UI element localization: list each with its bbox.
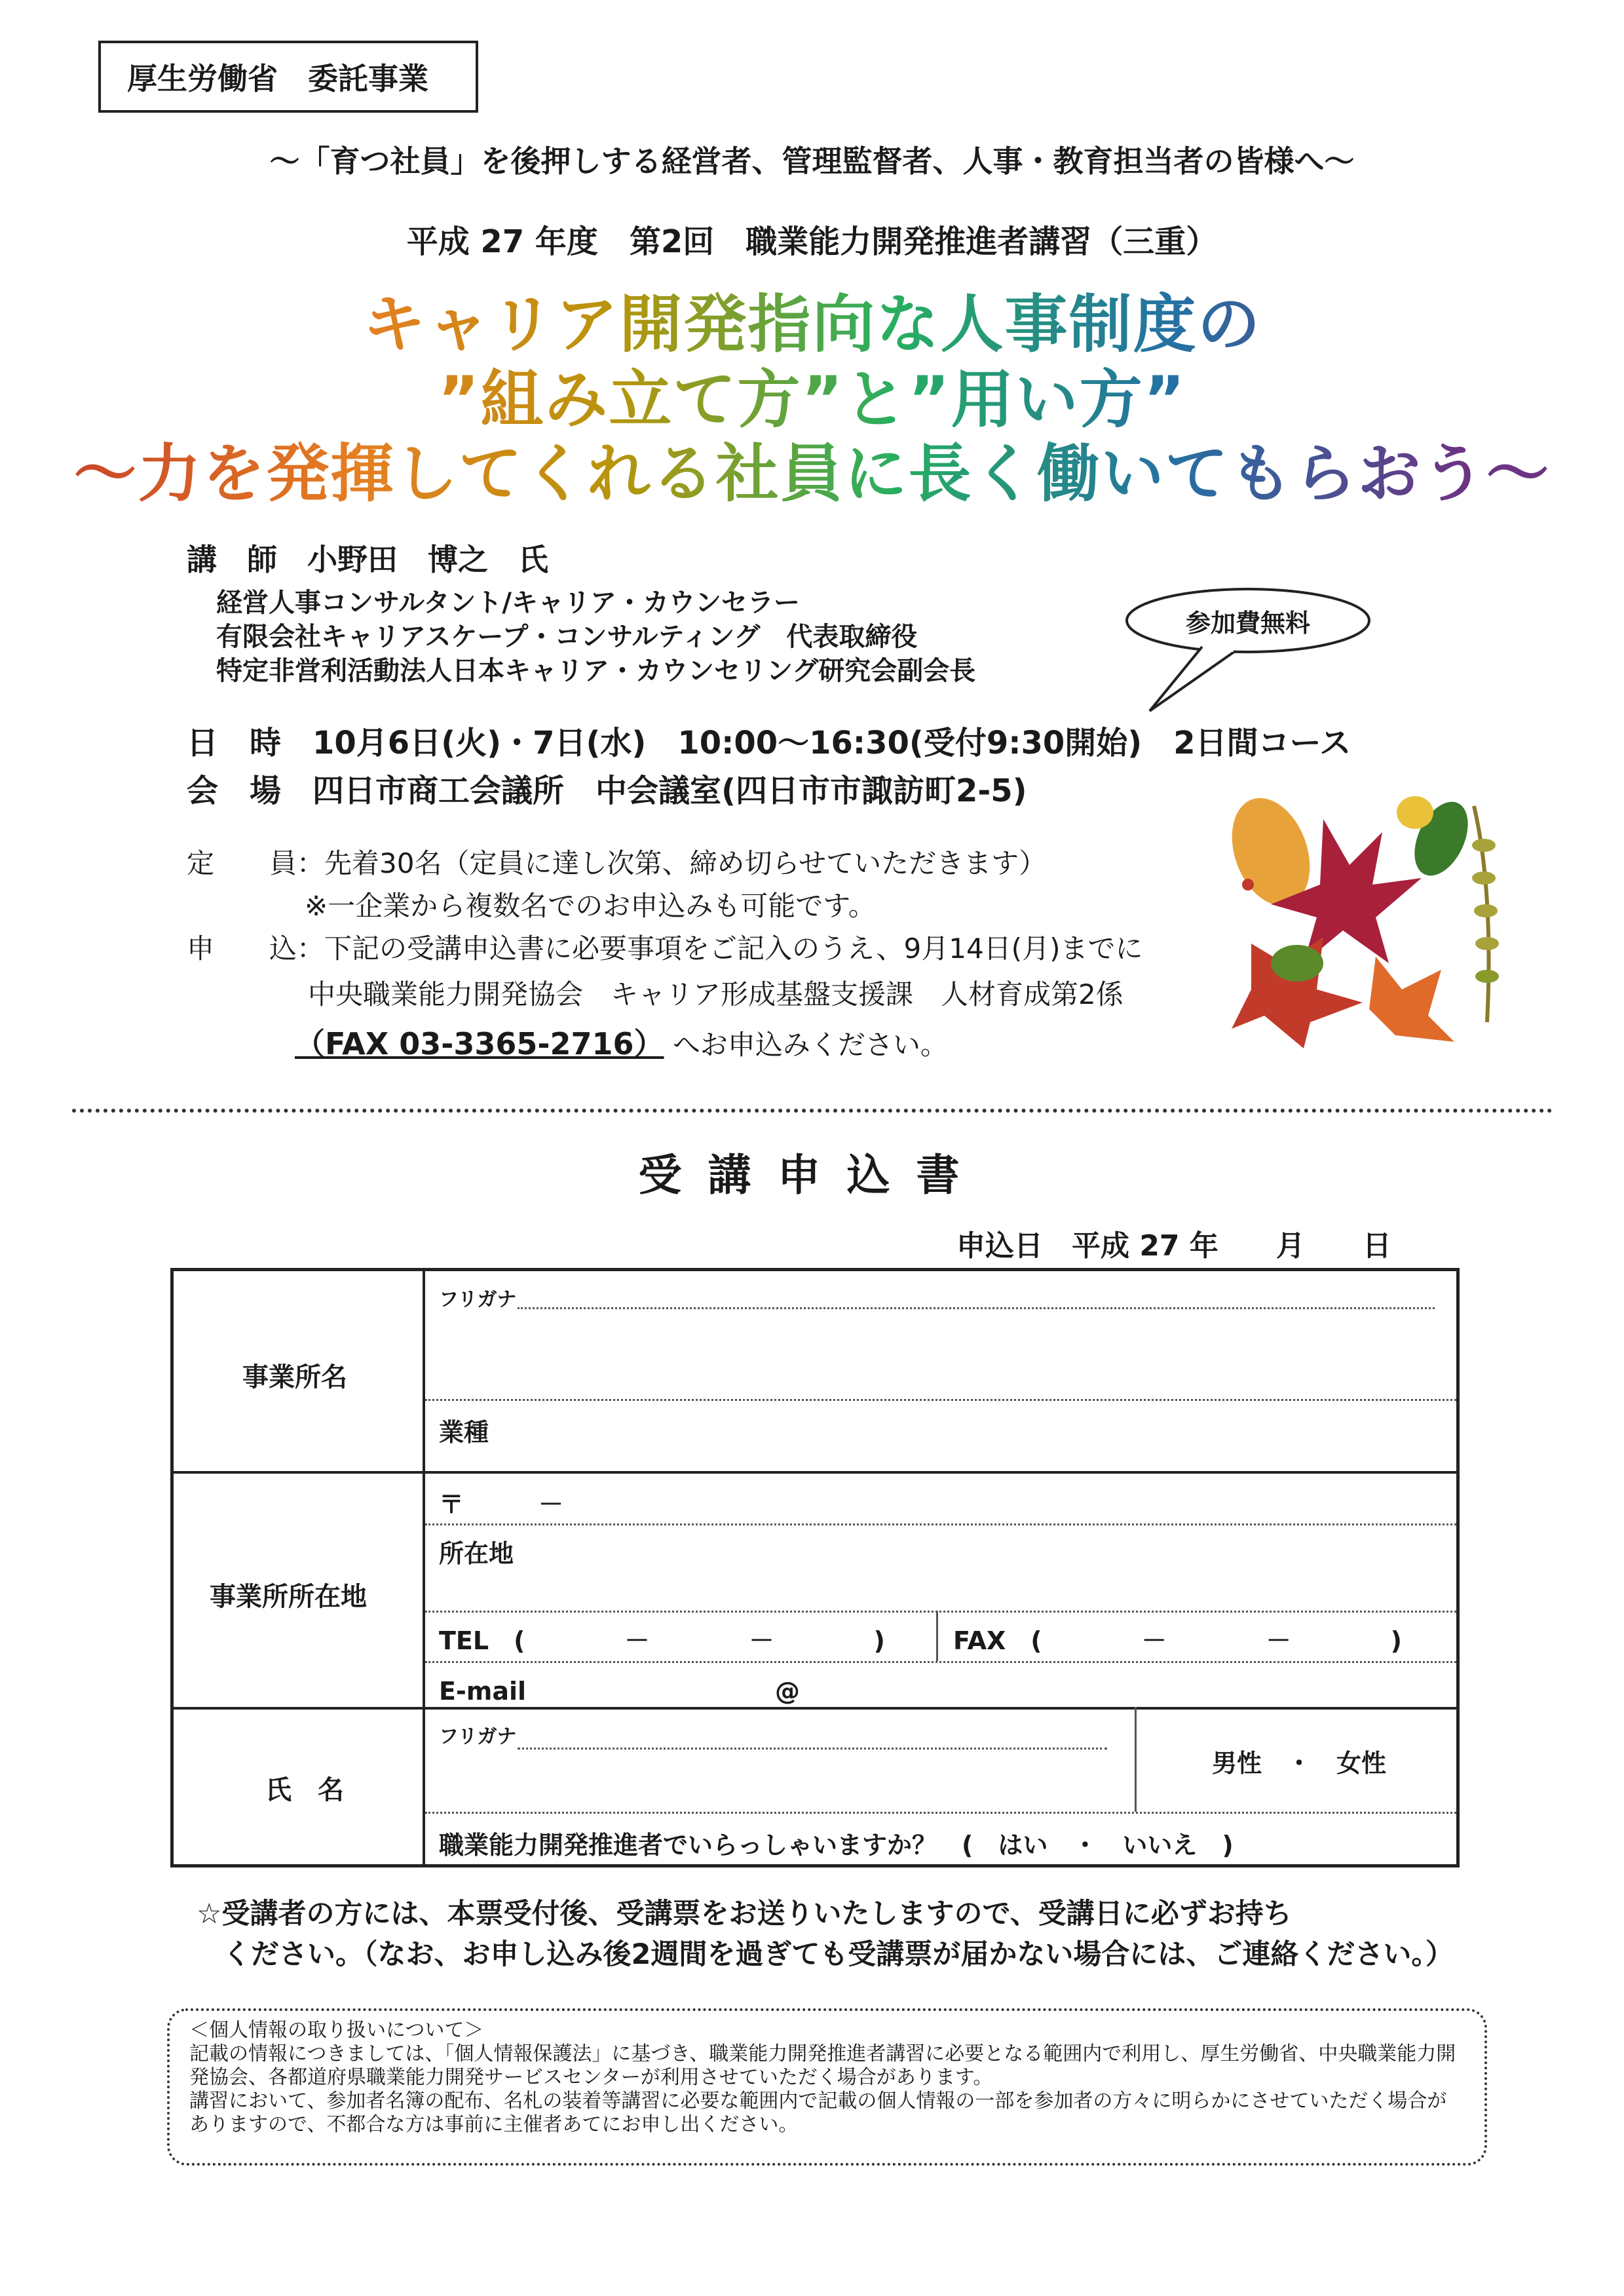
privacy-notice <box>167 2008 1487 2166</box>
name-input[interactable] <box>439 1753 1120 1808</box>
location-field[interactable]: 所在地 <box>439 1539 514 1568</box>
address-label: 事業所所在地 <box>210 1582 367 1612</box>
main-title-line1: キャリア開発指向な人事制度の <box>0 288 1624 360</box>
lecturer-role: 有限会社キャリアスケープ・コンサルティング 代表取締役 <box>216 622 918 652</box>
fax-field[interactable]: FAX ( － － ) <box>953 1626 1403 1655</box>
furigana-label: フリガナ <box>439 1288 517 1311</box>
application-date: 申込日 平成 27 年 月 日 <box>956 1229 1391 1263</box>
apply-to: 中央職業能力開発協会 キャリア形成基盤支援課 人材育成第2係 <box>308 978 1124 1010</box>
postal-code-field[interactable]: 〒 － <box>439 1490 564 1519</box>
name-label: 氏 名 <box>265 1775 344 1805</box>
email-field[interactable]: E-mail @ <box>439 1677 801 1706</box>
lecturer-role: 経営人事コンサルタント/キャリア・カウンセラー <box>216 588 801 618</box>
ticket-note: ☆受講者の方には、本票受付後、受講票をお送りいたしますので、受講日に必ずお持ち ください。（なお、お申し込み後2週間を過ぎても受講票が届かない場合には、ご連絡ください。） <box>197 1898 1454 1971</box>
application-form <box>170 1268 1460 1867</box>
lecturer-role: 特定非営利活動法人日本キャリア・カウンセリング研究会副会長 <box>216 656 976 686</box>
privacy-body: 講習において、参加者名簿の配布、名札の装着等講習に必要な範囲内で記載の個人情報の一部を参加者の方々に明らかにさせていただく場合がありますので、不都合な方は事前に主催者あてにお申し出ください。 <box>189 2090 1447 2136</box>
ministry-box: 厚生労働省 委託事業 <box>98 41 478 113</box>
lecturer-heading: 講 師 小野田 博之 氏 <box>187 542 548 577</box>
fax-number: （FAX 03-3365-2716） <box>295 1026 664 1062</box>
capacity-note: ※一企業から複数名でのお申込みも可能です。 <box>305 890 876 922</box>
industry-label: 業種 <box>439 1418 489 1447</box>
form-title: 受講申込書 <box>638 1150 986 1200</box>
office-name-input[interactable] <box>439 1314 1454 1392</box>
gender-choice[interactable]: 男性 ・ 女性 <box>1212 1749 1387 1778</box>
industry-input[interactable] <box>501 1406 1451 1464</box>
free-badge: 参加費無料 <box>1185 609 1310 638</box>
privacy-heading: ＜個人情報の取り扱いについて＞ <box>189 2019 484 2042</box>
autumn-leaves-illustration <box>1225 793 1513 1048</box>
tagline: ～「育つ社員」を後押しする経営者、管理監督者、人事・教育担当者の皆様へ～ <box>269 144 1355 179</box>
office-name-label: 事業所名 <box>242 1362 347 1392</box>
cut-line <box>72 1109 1553 1113</box>
promoter-question[interactable]: 職業能力開発推進者でいらっしゃいますか？ ( はい ・ いいえ ) <box>439 1831 1234 1860</box>
main-title-line2: ”組み立て方”と”用い方” <box>0 364 1624 436</box>
session-title: 平成 27 年度 第2回 職業能力開発推進者講習（三重） <box>406 223 1218 260</box>
furigana-label: フリガナ <box>439 1725 517 1748</box>
schedule-date: 日 時 10月6日(火)・7日(水) 10:00～16:30(受付9:30開始) 2日間コース <box>187 725 1351 761</box>
fax-suffix: へお申込みください。 <box>672 1029 948 1061</box>
tel-field[interactable]: TEL ( － － ) <box>439 1626 885 1655</box>
schedule-venue: 会 場 四日市商工会議所 中会議室(四日市市諏訪町2-5) <box>187 773 1027 809</box>
capacity: 定 員：先着30名（定員に達し次第、締め切らせていただきます） <box>187 847 1047 879</box>
apply-info: 申 込：下記の受講申込書に必要事項をご記入のうえ、9月14日(月)までに <box>187 932 1143 965</box>
privacy-body: 記載の情報につきましては、「個人情報保護法」に基づき、職業能力開発推進者講習に必要となる範囲内で利用し、厚生労働省、中央職業能力開発協会、各都道府県職業能力開発サービスセンターが利用させていただく場合があります。 <box>189 2042 1456 2089</box>
main-title-line3: ～力を発揮してくれる社員に長く働いてもらおう～ <box>0 438 1624 510</box>
